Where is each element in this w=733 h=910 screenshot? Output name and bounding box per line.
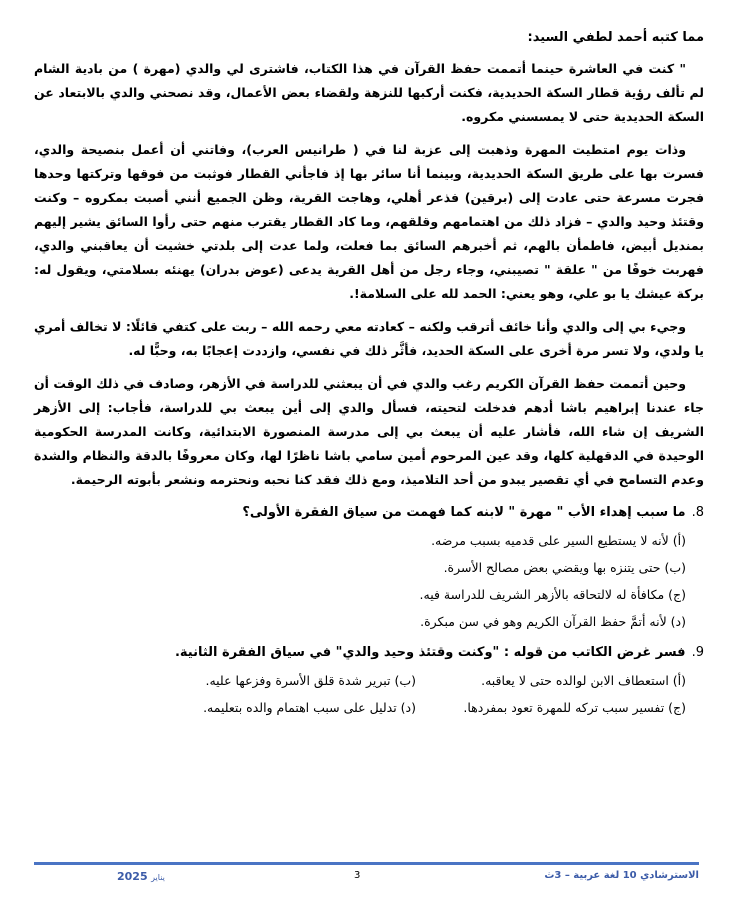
footer-month: يناير [151,873,165,882]
question-8-text: ما سبب إهداء الأب " مهرة " لابنه كما فهمت من سياق الفقرة الأولى؟ [242,505,686,520]
footer-date [117,870,169,883]
question-8-options [34,527,704,635]
question-8-title [34,501,704,525]
footer-exam-title: الاسترشادي 10 لغة عربية – 3ث [544,870,699,881]
footer-rule [34,862,699,865]
paragraph-3: وجيء بي إلى والدي وأنا خائف أترقب ولكنه – كعادته معي رحمه الله – ربت على كتفي قائلًا: لا تخالف أمري يا ولدي، ولا تسر مرة أخرى على السكة الحديد، فأثَّر ذلك في نفسي، وازددت إعجابًا به، وحبًّا له. [34,319,704,358]
option-9-c[interactable]: (ج) تفسير سبب تركه للمهرة تعود بمفردها. [463,700,686,715]
footer-year: 2025 [117,870,148,883]
page-number: 3 [354,870,361,881]
intro-heading: مما كتبه أحمد لطفي السيد: [527,30,704,45]
option-9-b[interactable]: (ب) تبرير شدة قلق الأسرة وفزعها عليه. [205,673,416,688]
question-8-number: 8. [691,505,704,520]
question-9-title [34,641,704,665]
question-9 [34,641,704,721]
option-9-d[interactable]: (د) تدليل على سبب اهتمام والده بتعليمه. [203,700,416,715]
option-8-b[interactable]: (ب) حتى يتنزه بها ويقضي بعض مصالح الأسرة. [443,560,686,575]
paragraph-4: وحين أتممت حفظ القرآن الكريم رغب والدي في أن يبعثني للدراسة في الأزهر، وصادف في ذلك الوقت أن جاء عندنا إبراهيم باشا أدهم فدخلت لتحيته، فسأل والدي إلى أين يبعث بي للدراسة، فأجاب: إلى الأزهر الشريف إن شاء الله، فأشار عليه أن يبعث بي إلى مدرسة المنصورة الابتدائية، وكانت المدرسة الحكومية الوحيدة في الدقهلية كلها، وقد عين المرحوم أمين سامي باشا ناظرًا لها، وكان معروفًا بالدقة والنظام والشدة وعدم التسامح في أي تقصير يبدو من أحد التلاميذ، ومع ذلك فقد كنا نحبه ونحترمه ونشعر بأبوته الرحيمة. [34,376,704,487]
question-8 [34,501,704,635]
document-body [34,24,704,721]
option-9-a[interactable]: (أ) استعطاف الابن لوالده حتى لا يعاقبه. [481,673,686,688]
page-footer [34,866,699,886]
paragraph-1: " كنت في العاشرة حينما أتممت حفظ القرآن في هذا الكتاب، فاشترى لي والدي (مهرة ) من بادية الشام لم تألف رؤية قطار السكة الحديدية، فكنت أركبها للنزهة ولقضاء بعض الأعمال، وقد نصحني والدي بالابتعاد عن السكة الحديدية حتى لا يمسسني مكروه. [34,61,704,124]
question-9-options [34,667,704,721]
question-9-text: فسر غرض الكاتب من قوله : "وكنت وقتئذ وحيد والدي" في سياق الفقرة الثانية. [174,645,686,660]
question-9-number: 9. [691,645,704,660]
option-8-c[interactable]: (ج) مكافأة له لالتحاقه بالأزهر الشريف للدراسة فيه. [419,587,686,602]
option-8-d[interactable]: (د) لأنه أتمَّ حفظ القرآن الكريم وهو في سن مبكرة. [420,614,686,629]
paragraph-2: وذات يوم امتطيت المهرة وذهبت إلى عزبة لنا في ( طرانيس العرب)، وفاتني أن أعمل بنصيحة والدي، فسرت بها على طريق السكة الحديدية، وبينما أنا سائر بها إذ فاجأني القطار فوثبت من فوقها وتركتها وحدها فجرت مسرعة حتى عادت إلى (برقين) فذعر أهلي، وهاجت القرية، وظن الجميع أنني أصبت بمكروه – وكنت وقتئذ وحيد والدي – فزاد ذلك من اهتمامهم وقلقهم، وما كاد القطار يقترب منهم حتى رأوا السائق يشير إليهم بمنديل أبيض، فاطمأن بالهم، ثم أخبرهم السائق بما فعلت، ولما عدت إلى بلدتي خشيت أن يعاقبني والدي، فهربت خوفًا من " علقة " تصيبني، وجاء رجل من أهل القرية يدعى (عوض بدران) يهنئه بسلامتي، ويقول له: بركة عيشك يا بو علي، وهو يعني: الحمد لله على السلامة!. [34,142,704,301]
option-8-a[interactable]: (أ) لأنه لا يستطيع السير على قدميه بسبب مرضه. [431,533,686,548]
